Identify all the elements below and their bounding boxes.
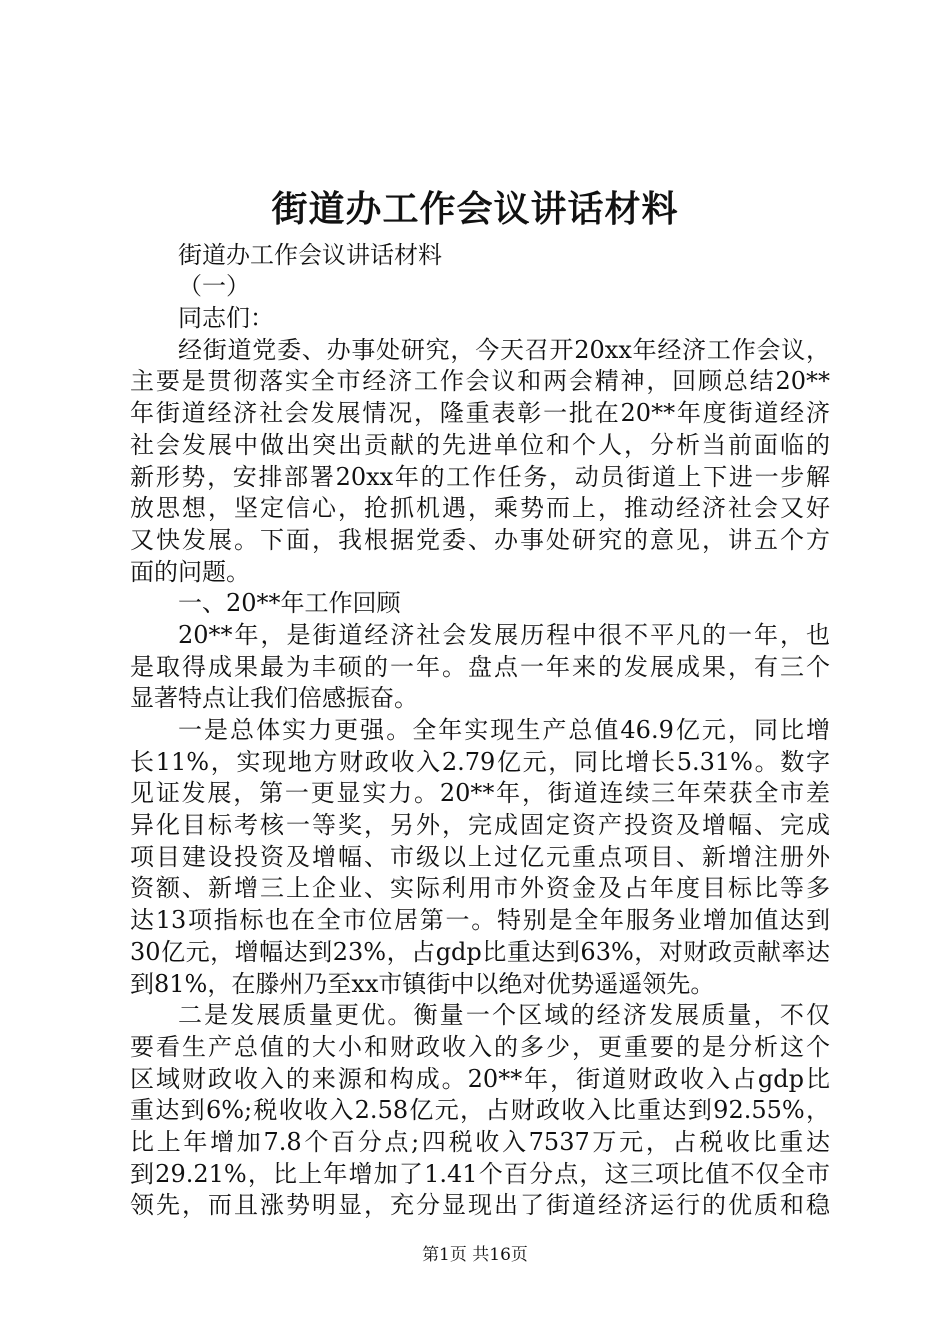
text-line: 长11%，实现地方财政收入2.79亿元，同比增长5.31%。数字 — [130, 747, 830, 776]
text-line: 比上年增加7.8个百分点;四税收入7537万元，占税收比重达 — [130, 1127, 830, 1156]
text-line: 面的问题。 — [130, 557, 250, 586]
text-line: 到81%，在滕州乃至xx市镇街中以绝对优势遥遥领先。 — [130, 969, 715, 998]
text-line: （一） — [178, 272, 250, 301]
document-body — [130, 208, 830, 1222]
text-line: 是取得成果最为丰硕的一年。盘点一年来的发展成果，有三个 — [130, 652, 830, 681]
text-line: 见证发展，第一更显实力。20**年，街道连续三年荣获全市差 — [130, 779, 830, 808]
text-line: 街道办工作会议讲话材料 — [178, 240, 442, 269]
text-line: 30亿元，增幅达到23%，占gdp比重达到63%，对财政贡献率达 — [130, 937, 830, 966]
text-line: 达13项指标也在全市位居第一。特别是全年服务业增加值达到 — [130, 906, 830, 935]
text-line: 主要是贯彻落实全市经济工作会议和两会精神，回顾总结20** — [130, 367, 830, 396]
page-footer: 第1页 共16页 — [422, 1245, 528, 1265]
text-line: 社会发展中做出突出贡献的先进单位和个人，分析当前面临的 — [130, 430, 830, 459]
text-line: 显著特点让我们倍感振奋。 — [130, 684, 418, 713]
text-line: 一是总体实力更强。全年实现生产总值46.9亿元，同比增 — [178, 716, 830, 744]
text-line: 重达到6%;税收收入2.58亿元，占财政收入比重达到92.55%， — [130, 1096, 830, 1125]
text-line: 二是发展质量更优。衡量一个区域的经济发展质量，不仅 — [178, 1001, 830, 1030]
text-line: 经街道党委、办事处研究，今天召开20xx年经济工作会议， — [178, 335, 830, 364]
text-line: 资额、新增三上企业、实际利用市外资金及占年度目标比等多 — [130, 874, 830, 903]
title-spacer — [130, 208, 830, 240]
text-line: 项目建设投资及增幅、市级以上过亿元重点项目、新增注册外 — [130, 842, 830, 871]
text-line: 异化目标考核一等奖，另外，完成固定资产投资及增幅、完成 — [130, 811, 830, 840]
text-line: 同志们： — [178, 304, 274, 333]
text-line: 20**年，是街道经济社会发展历程中很不平凡的一年，也 — [178, 620, 830, 649]
text-line: 到29.21%，比上年增加了1.41个百分点，这三项比值不仅全市 — [130, 1159, 830, 1188]
text-line: 要看生产总值的大小和财政收入的多少，更重要的是分析这个 — [130, 1032, 830, 1061]
text-line: 新形势，安排部署20xx年的工作任务，动员街道上下进一步解 — [130, 462, 830, 491]
text-line: 区域财政收入的来源和构成。20**年，街道财政收入占gdp比 — [130, 1064, 830, 1093]
paragraph-lines — [130, 240, 830, 1222]
text-line: 年街道经济社会发展情况，隆重表彰一批在20**年度街道经济 — [130, 399, 830, 428]
document-title: 街道办工作会议讲话材料 — [271, 188, 679, 230]
text-line: 放思想，坚定信心，抢抓机遇，乘势而上，推动经济社会又好 — [130, 494, 830, 523]
text-line: 一、20**年工作回顾 — [178, 589, 401, 618]
text-line: 又快发展。下面，我根据党委、办事处研究的意见，讲五个方 — [130, 525, 830, 554]
text-line: 领先，而且涨势明显，充分显现出了街道经济运行的优质和稳 — [130, 1191, 830, 1220]
